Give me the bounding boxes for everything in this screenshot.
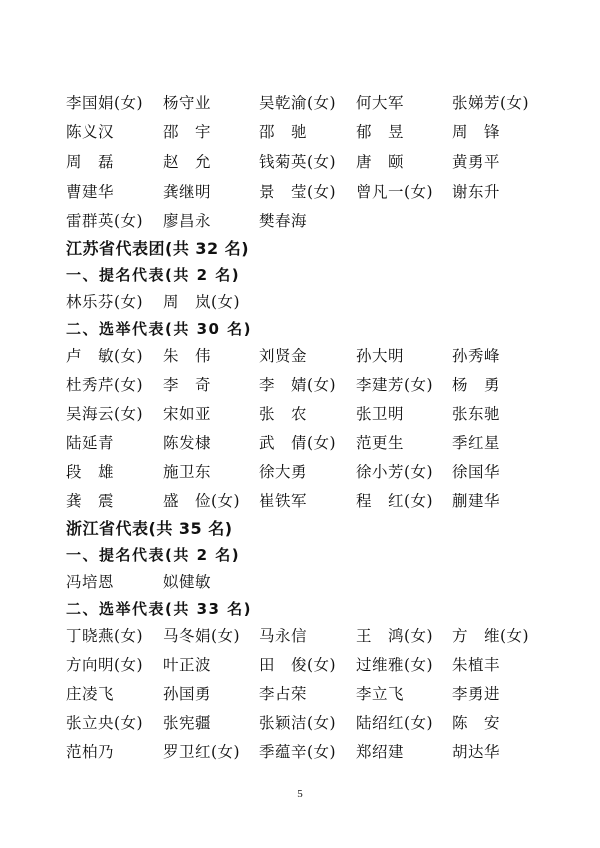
delegate-name: 李立飞 [356,685,405,703]
delegate-name: 李 奇 [163,376,212,394]
delegate-name: 段 雄 [66,463,115,481]
delegate-name: 王 鸿(女) [356,627,434,645]
delegate-name: 陈 安 [452,714,501,732]
delegate-name: 范柏乃 [66,743,115,761]
delegate-name: 季蕴辛(女) [259,743,337,761]
delegate-name: 季红星 [452,434,501,452]
delegate-name: 庄凌飞 [66,685,115,703]
delegate-name: 崔铁军 [259,492,308,510]
subsection-title-nominated: 一、提名代表(共 2 名) [66,546,241,564]
delegate-name: 方 维(女) [452,627,530,645]
delegate-name: 宋如亚 [163,405,212,423]
subsection-title-elected: 二、选举代表(共 33 名) [66,600,253,618]
section-title-jiangsu: 江苏省代表团(共 32 名) [66,239,250,258]
delegate-name: 周 磊 [66,153,115,171]
delegate-name: 周 岚(女) [163,293,241,311]
delegate-name: 张 农 [259,405,308,423]
delegate-name: 冯培恩 [66,573,115,591]
delegate-name: 叶正波 [163,656,212,674]
delegate-name: 卢 敏(女) [66,347,144,365]
delegate-name: 张宪疆 [163,714,212,732]
delegate-name: 蒯建华 [452,492,501,510]
delegate-name: 吴乾渝(女) [259,94,337,112]
delegate-name: 张卫明 [356,405,405,423]
delegate-name: 张颖洁(女) [259,714,337,732]
delegate-name: 程 红(女) [356,492,434,510]
delegate-name: 景 莹(女) [259,183,337,201]
delegate-name: 樊春海 [259,212,308,230]
delegate-name: 陈发棣 [163,434,212,452]
delegate-name: 邵 宇 [163,123,212,141]
delegate-name: 谢东升 [452,183,501,201]
delegate-name: 李勇进 [452,685,501,703]
delegate-name: 龚继明 [163,183,212,201]
delegate-name: 李建芳(女) [356,376,434,394]
delegate-name: 唐 颐 [356,153,405,171]
delegate-name: 武 倩(女) [259,434,337,452]
delegate-name: 郑绍建 [356,743,405,761]
section-title-zhejiang: 浙江省代表(共 35 名) [66,519,233,538]
delegate-name: 丁晓燕(女) [66,627,144,645]
delegate-name: 李国娟(女) [66,94,144,112]
delegate-name: 张立央(女) [66,714,144,732]
delegate-name: 杨 勇 [452,376,501,394]
delegate-name: 马冬娟(女) [163,627,241,645]
delegate-name: 罗卫红(女) [163,743,241,761]
delegate-name: 林乐芬(女) [66,293,144,311]
delegate-name: 胡达华 [452,743,501,761]
delegate-name: 何大军 [356,94,405,112]
delegate-name: 吴海云(女) [66,405,144,423]
delegate-name: 朱 伟 [163,347,212,365]
delegate-name: 李占荣 [259,685,308,703]
delegate-name: 邵 驰 [259,123,308,141]
delegate-name: 盛 俭(女) [163,492,241,510]
delegate-name: 过维雅(女) [356,656,434,674]
delegate-name: 孙国勇 [163,685,212,703]
delegate-name: 黄勇平 [452,153,501,171]
subsection-title-nominated: 一、提名代表(共 2 名) [66,266,241,284]
delegate-name: 施卫东 [163,463,212,481]
delegate-name: 马永信 [259,627,308,645]
delegate-name: 徐国华 [452,463,501,481]
delegate-name: 杜秀芹(女) [66,376,144,394]
delegate-name: 周 锋 [452,123,501,141]
delegate-name: 曹建华 [66,183,115,201]
delegate-name: 张东驰 [452,405,501,423]
delegate-name: 刘贤金 [259,347,308,365]
delegate-name: 郁 昱 [356,123,405,141]
subsection-title-elected: 二、选举代表(共 30 名) [66,320,253,338]
delegate-name: 陈义汉 [66,123,115,141]
delegate-name: 徐小芳(女) [356,463,434,481]
delegate-name: 范更生 [356,434,405,452]
delegate-name: 龚 震 [66,492,115,510]
delegate-name: 张娣芳(女) [452,94,530,112]
delegate-name: 陆绍红(女) [356,714,434,732]
delegate-name: 陆延青 [66,434,115,452]
delegate-name: 朱植丰 [452,656,501,674]
delegate-name: 姒健敏 [163,573,212,591]
delegate-name: 李 婧(女) [259,376,337,394]
delegate-name: 雷群英(女) [66,212,144,230]
delegate-name: 杨守业 [163,94,212,112]
delegate-name: 钱菊英(女) [259,153,337,171]
delegate-name: 方向明(女) [66,656,144,674]
delegate-name: 赵 允 [163,153,212,171]
delegate-name: 田 俊(女) [259,656,337,674]
page-number: 5 [297,788,303,800]
delegate-name: 孙秀峰 [452,347,501,365]
delegate-name: 曾凡一(女) [356,183,434,201]
delegate-name: 孙大明 [356,347,405,365]
delegate-name: 徐大勇 [259,463,308,481]
delegate-name: 廖昌永 [163,212,212,230]
